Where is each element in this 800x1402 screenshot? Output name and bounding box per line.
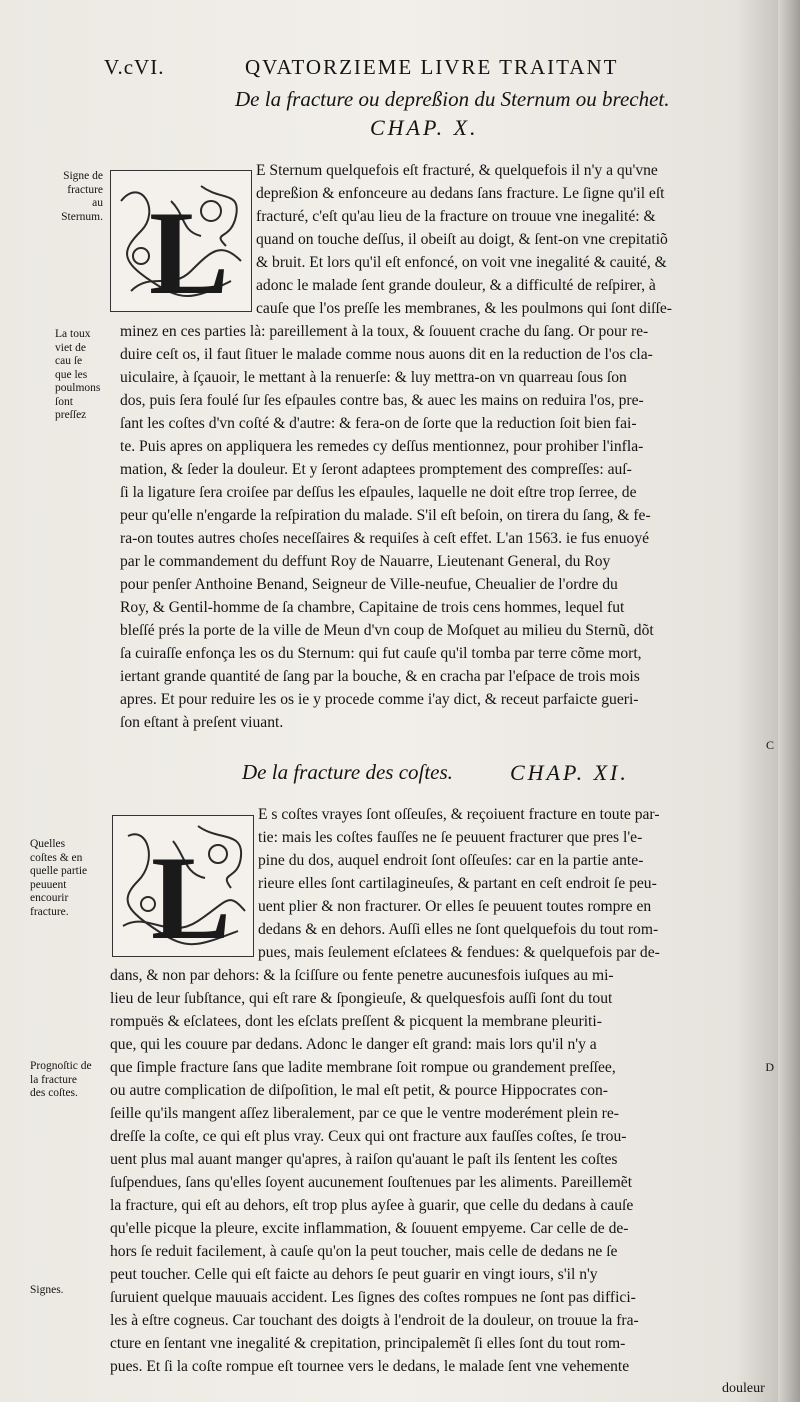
text-line: mation, & ſeder la douleur. Et y ſeront adaptees promptement des compreſſes: auſ- — [120, 461, 632, 478]
text-line: apres. Et pour reduire les os ie y procede comme i'ay dict, & receut parfaicte gueri- — [120, 691, 639, 708]
chapter11-heading: CHAP. XI. — [510, 760, 629, 785]
text-line: ſuſpendues, ſans qu'elles ſoyent aucunement ſouſtenues par les aliments. Pareillemẽt — [110, 1174, 633, 1191]
text-line: adonc le malade ſent grande douleur, & a difficulté de reſpirer, à — [256, 277, 656, 294]
margin-note: Quelles coſtes & en quelle partie peuuent encourir fracture. — [30, 838, 88, 918]
catchword: douleur — [722, 1381, 765, 1396]
chapter10-title: De la fracture ou depreßion du Sternum ou brechet. — [235, 87, 670, 111]
text-line: ſi la ligature ſera croiſee par deſſus les eſpaules, laquelle ne doit eſtre trop ſerree, de — [120, 484, 637, 501]
text-line: pine du dos, auquel endroit ſont oſſeuſes: car en la partie ante- — [258, 852, 644, 869]
text-line: bleſſé prés la porte de la ville de Meun d'vn coup de Moſquet au milieu du Sternũ, dõt — [120, 622, 654, 639]
edge-mark: D — [765, 1060, 774, 1074]
text-line: tie: mais les coſtes fauſſes ne ſe peuuent fracturer que pres l'e- — [258, 829, 643, 846]
text-line: ſa cuiraſſe enfonça les os du Sternum: qui fut cauſe qu'il tomba par terre cõme mort, — [120, 645, 642, 662]
decorated-initial-l — [110, 170, 252, 312]
text-line: qu'elle picque la pleure, excite inflammation, & ſouuent empyeme. Car celle de de- — [110, 1220, 629, 1237]
text-line: la fracture, qui eſt au dehors, eſt trop plus ayſee à guarir, que celle du dedans à cauſe — [110, 1197, 634, 1214]
margin-note: La toux viet de cau ſe que les poulmons ſont preſſez — [55, 328, 101, 421]
text-line: ſon eſtant à preſent viuant. — [120, 714, 284, 731]
text-line: lieu de leur ſubſtance, qui eſt rare & ſpongieuſe, & quelquesfois auſſi ſont du tout — [110, 990, 613, 1007]
text-line: uent plier & non fracturer. Or elles ſe peuuent toutes rompre en — [258, 898, 652, 915]
text-line: par le commandement du deffunt Roy de Nauarre, Lieutenant General, du Roy — [120, 553, 611, 570]
chapter10-heading: CHAP. X. — [370, 115, 479, 140]
text-line: quand on touche deſſus, il obeiſt au doigt, & ſent-on vne crepitatiõ — [256, 231, 668, 248]
margin-note: Signes. — [30, 1284, 64, 1296]
text-line: dedans & en dehors. Auſſi elles ne ſont quelquefois du tout rom- — [258, 921, 659, 938]
text-line: uent plus mal auant manger qu'apres, à raiſon qu'auant le paſt ils ſentent les coſtes — [110, 1151, 618, 1168]
text-line: E Sternum quelquefois eſt fracturé, & quelquefois il n'y a qu'vne — [256, 162, 658, 179]
margin-note: Signe de fracture au Sternum. — [61, 170, 103, 223]
text-line: pues. Et ſi la coſte rompue eſt tournee vers le dedans, le malade ſent vne vehemente — [110, 1358, 630, 1375]
text-line: rompuës & eſclatees, dont les eſclats preſſent & picquent la membrane pleuriti- — [110, 1013, 602, 1030]
text-line: fracturé, c'eſt qu'au lieu de la fracture on trouue vne inegalité: & — [256, 208, 656, 225]
running-head: QVATORZIEME LIVRE TRAITANT — [245, 55, 619, 79]
text-line: que ſimple fracture ſans que ladite membrane ſoit rompue ou grandement preſſee, — [110, 1059, 616, 1076]
text-line: depreßion & enfonceure au dedans ſans fracture. Le ſigne qu'il eſt — [256, 185, 665, 202]
svg-text:L: L — [149, 186, 230, 311]
text-line: cauſe que l'os preſſe les membranes, & les poulmons qui ſont diſſe- — [256, 300, 672, 317]
ornament-icon — [113, 816, 253, 956]
text-line: rieure elles ſont cartilagineuſes, & partant en ceſt endroit ſe peu- — [258, 875, 657, 892]
text-line: & bruit. Et lors qu'il eſt enfoncé, on voit vne inegalité & cauité, & — [256, 254, 667, 271]
text-line: pues, mais ſeulement eſclatees & fendues: & quelquefois par de- — [258, 944, 660, 961]
page-gutter-shadow — [778, 0, 800, 1402]
folio-number: V.cVI. — [104, 55, 165, 79]
text-line: ſeille qu'ils mangent aſſez liberalement, par ce que le ventre moderément plein re- — [110, 1105, 619, 1122]
text-line: E s coſtes vrayes ſont oſſeuſes, & reçoiuent fracture en toute par- — [258, 806, 660, 823]
ornament-icon — [111, 171, 251, 311]
chapter11-title: De la fracture des coſtes. — [242, 760, 453, 784]
text-line: les à eſtre cogneus. Car touchant des doigts à l'endroit de la douleur, on trouue la fra- — [110, 1312, 639, 1329]
text-line: dos, puis ſera foulé ſur ſes eſpaules contre bas, & auec les mains on reduira l'os, pre- — [120, 392, 644, 409]
margin-note: Prognoſtic de la fracture des coſtes. — [30, 1060, 92, 1099]
text-line: dreſſe la coſte, ce qui eſt plus vray. Ceux qui ont fracture aux fauſſes coſtes, ſe trou- — [110, 1128, 627, 1145]
text-line: que, qui les couure par dedans. Adonc le danger eſt grand: mais lors qu'il n'y a — [110, 1036, 597, 1053]
edge-mark: C — [765, 738, 774, 752]
text-line: cture en ſentant vne inegalité & crepitation, principalemẽt ſi elles ſont du tout rom- — [110, 1335, 626, 1352]
svg-text:L: L — [151, 831, 232, 956]
text-line: dans, & non par dehors: & la ſciſſure ou fente penetre aucunesfois iuſques au mi- — [110, 967, 614, 984]
text-line: peur qu'elle n'engarde la reſpiration du malade. S'il eſt beſoin, on tirera du ſang, & fe- — [120, 507, 651, 524]
text-line: uiculaire, à ſçauoir, le mettant à la renuerſe: & luy mettra-on vn quarreau ſous ſon — [120, 369, 627, 386]
text-line: duire ceſt os, il faut ſituer le malade comme nous auons dit en la reduction de l'os cla- — [120, 346, 653, 363]
text-line: minez en ces parties là: pareillement à la toux, & ſouuent crache du ſang. Or pour re- — [120, 323, 649, 340]
text-line: iertant grande quantité de ſang par la bouche, & en cracha par l'eſpace de trois mois — [120, 668, 640, 685]
text-line: Roy, & Gentil-homme de ſa chambre, Capitaine de trois cens hommes, lequel fut — [120, 599, 625, 616]
text-line: peut toucher. Celle qui eſt faicte au dehors ſe peut guarir en vingt iours, s'il n'y — [110, 1266, 598, 1283]
text-line: ſant les coſtes d'vn coſté & d'autre: & fera-on de ſorte que la reduction ſoit bien fai- — [120, 415, 637, 432]
text-line: hors ſe reduit facilement, à cauſe qu'on la peut toucher, mais celle de dedans ne ſe — [110, 1243, 618, 1260]
text-line: ſuruient quelque mauuais accident. Les ſignes des coſtes rompues ne ſont pas diffici- — [110, 1289, 636, 1306]
text-line: te. Puis apres on appliquera les remedes cy deſſus mentionnez, pour prohiber l'infla- — [120, 438, 644, 455]
text-line: ra-on toutes autres choſes neceſſaires & requiſes à ceſt effet. L'an 1563. ie fus enuoyé — [120, 530, 650, 547]
text-line: ou autre complication de diſpoſition, le mal eſt petit, & pource Hippocrates con- — [110, 1082, 608, 1099]
decorated-initial-l — [112, 815, 254, 957]
text-line: pour penſer Anthoine Benand, Seigneur de Ville-neufue, Cheualier de l'ordre du — [120, 576, 618, 593]
